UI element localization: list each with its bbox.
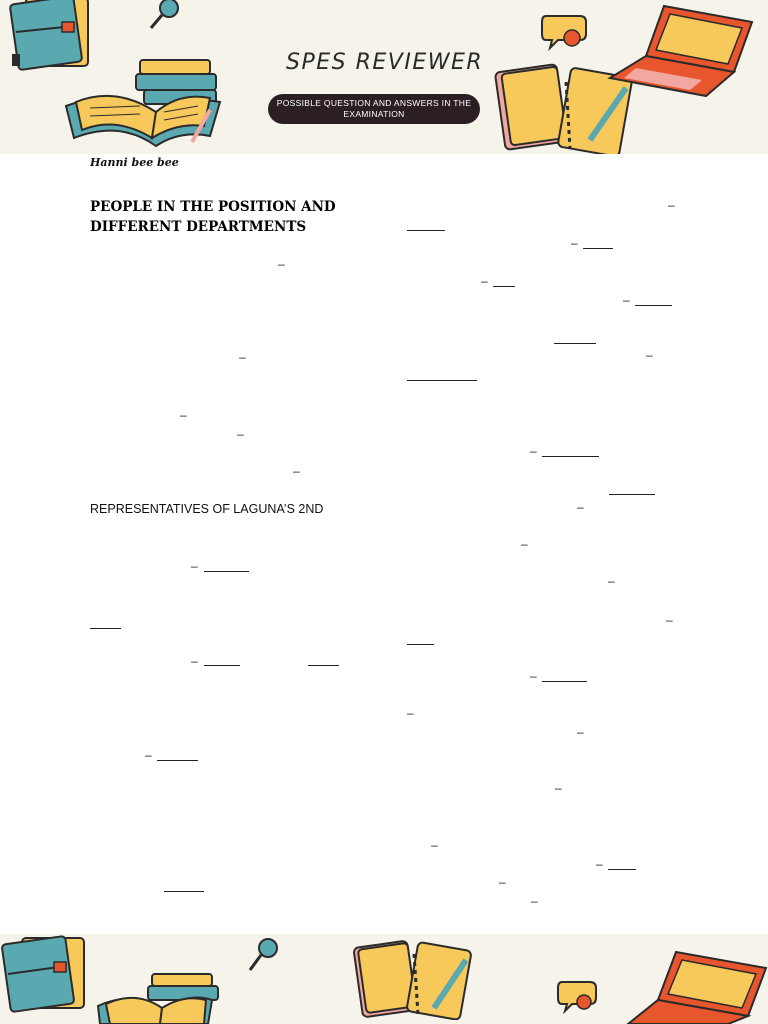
- dash-mark: –: [407, 706, 414, 720]
- section-heading: PEOPLE IN THE POSITION AND DIFFERENT DEPARTMENTS: [90, 199, 336, 235]
- answer-blank: [542, 681, 587, 682]
- dash-mark: –: [530, 444, 537, 458]
- footer-banner: [0, 934, 768, 1024]
- dash-mark: –: [608, 574, 615, 588]
- books-icon: [60, 56, 240, 152]
- dash-mark: –: [180, 408, 187, 422]
- planner-icon: [352, 938, 476, 1020]
- dash-mark: –: [668, 198, 675, 212]
- page-title: SPES REVIEWER: [286, 50, 484, 75]
- answer-blank: [583, 248, 613, 249]
- dash-mark: –: [577, 500, 584, 514]
- answer-blank: [542, 456, 599, 457]
- answer-blank: [609, 494, 655, 495]
- dash-mark: –: [431, 838, 438, 852]
- dash-mark: –: [646, 348, 653, 362]
- dash-mark: –: [293, 464, 300, 478]
- magnifier-icon: [244, 936, 284, 976]
- answer-blank: [407, 230, 445, 231]
- dash-mark: –: [623, 293, 630, 307]
- magnifier-icon: [145, 0, 185, 34]
- speech-bubble-icon: [540, 12, 592, 52]
- dash-mark: –: [191, 654, 198, 668]
- header-banner: [0, 0, 768, 154]
- dash-mark: –: [596, 857, 603, 871]
- dash-mark: –: [239, 350, 246, 364]
- dash-mark: –: [521, 537, 528, 551]
- answer-blank: [204, 571, 249, 572]
- dash-mark: –: [666, 613, 673, 627]
- answer-blank: [204, 665, 240, 666]
- answer-blank: [554, 343, 596, 344]
- answer-blank: [608, 869, 636, 870]
- dash-mark: –: [237, 427, 244, 441]
- dash-mark: –: [531, 894, 538, 908]
- speech-bubble-icon: [556, 978, 600, 1014]
- answer-blank: [635, 305, 672, 306]
- dash-mark: –: [499, 875, 506, 889]
- subtitle-pill: POSSIBLE QUESTION AND ANSWERS IN THE EXAMINATION: [268, 94, 480, 124]
- notebook-icon: [0, 934, 96, 1024]
- dash-mark: –: [555, 781, 562, 795]
- section-subheading: REPRESENTATIVES OF LAGUNA’S 2ND: [90, 502, 324, 516]
- answer-blank: [308, 665, 339, 666]
- dash-mark: –: [571, 236, 578, 250]
- dash-mark: –: [481, 274, 488, 288]
- dash-mark: –: [530, 669, 537, 683]
- answer-blank: [407, 644, 434, 645]
- laptop-icon: [618, 948, 768, 1024]
- author-name: Hanni bee bee: [90, 156, 179, 169]
- dash-mark: –: [577, 725, 584, 739]
- dash-mark: –: [278, 257, 285, 271]
- books-icon: [92, 970, 232, 1024]
- dash-mark: –: [191, 559, 198, 573]
- answer-blank: [157, 760, 198, 761]
- dash-mark: –: [145, 748, 152, 762]
- answer-blank: [90, 628, 121, 629]
- answer-blank: [407, 380, 477, 381]
- laptop-icon: [606, 2, 756, 98]
- answer-blank: [164, 891, 204, 892]
- answer-blank: [493, 286, 515, 287]
